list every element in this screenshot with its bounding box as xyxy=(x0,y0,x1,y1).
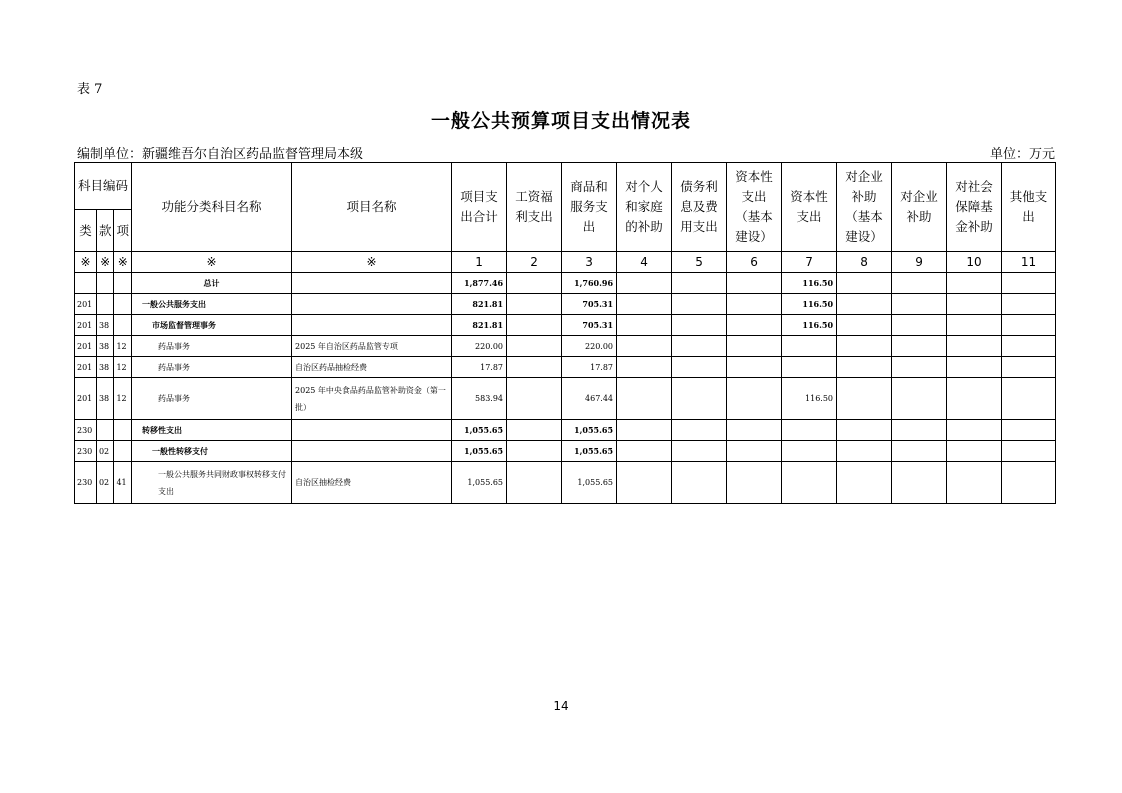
value-cell xyxy=(672,336,727,357)
index-cell: ※ xyxy=(75,252,97,273)
index-cell: 1 xyxy=(452,252,507,273)
value-cell xyxy=(837,357,892,378)
value-cell xyxy=(947,273,1002,294)
value-cell xyxy=(837,420,892,441)
func-name-header: 功能分类科目名称 xyxy=(132,163,292,252)
value-cell: 17.87 xyxy=(562,357,617,378)
col-header: 商品和服务支出 xyxy=(562,163,617,252)
code-xiang-cell xyxy=(114,273,132,294)
value-cell xyxy=(837,462,892,504)
project-name-cell: 自治区抽检经费 xyxy=(292,462,452,504)
value-cell xyxy=(947,420,1002,441)
table-row xyxy=(75,378,1056,420)
project-name-cell: 2025 年中央食品药品监管补助资金（第一批） xyxy=(292,378,452,420)
col-header: 工资福利支出 xyxy=(507,163,562,252)
value-cell xyxy=(1002,357,1056,378)
compiling-unit: 编制单位：新疆维吾尔自治区药品监督管理局本级 xyxy=(77,147,364,162)
value-cell: 116.50 xyxy=(782,378,837,420)
index-cell: 7 xyxy=(782,252,837,273)
code-lei-cell xyxy=(75,273,97,294)
col-header: 其他支出 xyxy=(1002,163,1056,252)
code-lei-cell: 201 xyxy=(75,378,97,420)
index-cell: ※ xyxy=(292,252,452,273)
col-header: 对个人和家庭的补助 xyxy=(617,163,672,252)
value-cell: 467.44 xyxy=(562,378,617,420)
value-cell xyxy=(947,336,1002,357)
code-kuan-cell: 38 xyxy=(96,315,114,336)
value-cell xyxy=(727,420,782,441)
value-cell xyxy=(837,294,892,315)
value-cell xyxy=(727,357,782,378)
value-cell: 1,055.65 xyxy=(452,420,507,441)
lei-header: 类 xyxy=(75,210,97,252)
value-cell xyxy=(727,273,782,294)
currency-unit: 单位：万元 xyxy=(990,147,1056,162)
func-name-cell: 一般公共服务支出 xyxy=(132,294,292,315)
value-cell xyxy=(727,315,782,336)
value-cell xyxy=(507,273,562,294)
code-xiang-cell: 12 xyxy=(114,336,132,357)
value-cell xyxy=(672,273,727,294)
value-cell xyxy=(672,315,727,336)
value-cell xyxy=(1002,420,1056,441)
index-cell: 11 xyxy=(1002,252,1056,273)
value-cell xyxy=(947,357,1002,378)
value-cell xyxy=(1002,441,1056,462)
value-cell xyxy=(617,294,672,315)
kuan-header: 款 xyxy=(96,210,114,252)
project-name-cell: 自治区药品抽检经费 xyxy=(292,357,452,378)
code-kuan-cell xyxy=(96,294,114,315)
value-cell xyxy=(947,441,1002,462)
func-name-cell: 一般公共服务共同财政事权转移支付支出 xyxy=(132,462,292,504)
func-name-cell: 总计 xyxy=(132,273,292,294)
code-kuan-cell: 38 xyxy=(96,336,114,357)
value-cell xyxy=(617,315,672,336)
value-cell xyxy=(782,336,837,357)
value-cell: 1,055.65 xyxy=(452,441,507,462)
document-title: 一般公共预算项目支出情况表 xyxy=(430,110,691,132)
value-cell: 116.50 xyxy=(782,315,837,336)
table-row xyxy=(75,273,1056,294)
index-cell: 10 xyxy=(947,252,1002,273)
value-cell xyxy=(837,378,892,420)
col-header: 项目支出合计 xyxy=(452,163,507,252)
index-cell: 2 xyxy=(507,252,562,273)
value-cell xyxy=(617,336,672,357)
code-xiang-cell xyxy=(114,294,132,315)
value-cell xyxy=(1002,294,1056,315)
project-name-cell: 2025 年自治区药品监管专项 xyxy=(292,336,452,357)
index-cell: 5 xyxy=(672,252,727,273)
project-name-cell xyxy=(292,441,452,462)
value-cell xyxy=(507,357,562,378)
code-kuan-cell: 38 xyxy=(96,378,114,420)
code-lei-cell: 201 xyxy=(75,315,97,336)
xiang-header: 项 xyxy=(114,210,132,252)
func-name-cell: 药品事务 xyxy=(132,378,292,420)
table-body xyxy=(75,273,1056,504)
value-cell: 583.94 xyxy=(452,378,507,420)
code-kuan-cell: 38 xyxy=(96,357,114,378)
value-cell: 1,055.65 xyxy=(562,441,617,462)
value-cell xyxy=(727,441,782,462)
value-cell xyxy=(727,378,782,420)
table-row xyxy=(75,357,1056,378)
index-row xyxy=(75,252,1056,273)
value-cell xyxy=(672,378,727,420)
code-group-header: 科目编码 xyxy=(75,163,132,210)
value-cell xyxy=(727,462,782,504)
col-header: 债务利息及费用支出 xyxy=(672,163,727,252)
value-cell xyxy=(892,462,947,504)
value-cell xyxy=(507,336,562,357)
func-name-cell: 转移性支出 xyxy=(132,420,292,441)
value-cell xyxy=(617,441,672,462)
code-lei-cell: 201 xyxy=(75,357,97,378)
value-cell: 1,055.65 xyxy=(562,462,617,504)
value-cell: 1,877.46 xyxy=(452,273,507,294)
value-cell xyxy=(1002,462,1056,504)
project-name-cell xyxy=(292,273,452,294)
code-kuan-cell: 02 xyxy=(96,441,114,462)
table-row xyxy=(75,294,1056,315)
index-cell: ※ xyxy=(114,252,132,273)
code-lei-cell: 201 xyxy=(75,336,97,357)
value-cell xyxy=(837,441,892,462)
index-cell: 9 xyxy=(892,252,947,273)
index-cell: 8 xyxy=(837,252,892,273)
value-cell: 1,055.65 xyxy=(562,420,617,441)
col-header: 对企业补助（基本建设） xyxy=(837,163,892,252)
value-cell xyxy=(892,441,947,462)
value-cell xyxy=(892,294,947,315)
value-cell xyxy=(507,462,562,504)
value-cell xyxy=(782,357,837,378)
value-cell xyxy=(782,441,837,462)
value-cell: 1,760.96 xyxy=(562,273,617,294)
index-cell: ※ xyxy=(132,252,292,273)
code-xiang-cell: 12 xyxy=(114,357,132,378)
header-row-top xyxy=(75,163,1056,210)
code-xiang-cell xyxy=(114,441,132,462)
code-kuan-cell: 02 xyxy=(96,462,114,504)
value-cell xyxy=(617,273,672,294)
value-cell xyxy=(507,441,562,462)
value-cell xyxy=(892,378,947,420)
value-cell xyxy=(507,294,562,315)
col-header: 对社会保障基金补助 xyxy=(947,163,1002,252)
project-name-cell xyxy=(292,420,452,441)
budget-table xyxy=(74,162,1056,504)
value-cell xyxy=(507,315,562,336)
table-label: 表 7 xyxy=(77,82,103,97)
code-lei-cell: 230 xyxy=(75,420,97,441)
value-cell xyxy=(672,357,727,378)
col-header: 资本性支出 xyxy=(782,163,837,252)
value-cell xyxy=(1002,315,1056,336)
value-cell: 220.00 xyxy=(452,336,507,357)
value-cell xyxy=(617,462,672,504)
value-cell xyxy=(947,378,1002,420)
value-cell xyxy=(892,336,947,357)
table-row xyxy=(75,336,1056,357)
func-name-cell: 一般性转移支付 xyxy=(132,441,292,462)
table-row xyxy=(75,462,1056,504)
code-lei-cell: 201 xyxy=(75,294,97,315)
value-cell: 705.31 xyxy=(562,294,617,315)
value-cell xyxy=(672,420,727,441)
value-cell xyxy=(837,315,892,336)
code-lei-cell: 230 xyxy=(75,462,97,504)
value-cell xyxy=(892,273,947,294)
value-cell: 821.81 xyxy=(452,294,507,315)
value-cell xyxy=(947,294,1002,315)
value-cell xyxy=(1002,378,1056,420)
project-name-cell xyxy=(292,294,452,315)
page-number: 14 xyxy=(553,699,569,713)
index-cell: 6 xyxy=(727,252,782,273)
code-xiang-cell xyxy=(114,315,132,336)
value-cell xyxy=(507,420,562,441)
value-cell xyxy=(1002,336,1056,357)
value-cell: 1,055.65 xyxy=(452,462,507,504)
func-name-cell: 药品事务 xyxy=(132,336,292,357)
index-cell: 4 xyxy=(617,252,672,273)
table-row xyxy=(75,315,1056,336)
value-cell xyxy=(892,420,947,441)
value-cell xyxy=(672,462,727,504)
code-lei-cell: 230 xyxy=(75,441,97,462)
code-xiang-cell xyxy=(114,420,132,441)
value-cell xyxy=(617,378,672,420)
table-row xyxy=(75,420,1056,441)
code-kuan-cell xyxy=(96,420,114,441)
value-cell xyxy=(727,294,782,315)
index-cell: 3 xyxy=(562,252,617,273)
value-cell xyxy=(782,420,837,441)
table-row xyxy=(75,441,1056,462)
project-name-cell xyxy=(292,315,452,336)
value-cell xyxy=(782,462,837,504)
code-xiang-cell: 41 xyxy=(114,462,132,504)
value-cell xyxy=(617,357,672,378)
value-cell xyxy=(892,315,947,336)
value-cell: 220.00 xyxy=(562,336,617,357)
func-name-cell: 药品事务 xyxy=(132,357,292,378)
value-cell: 17.87 xyxy=(452,357,507,378)
func-name-cell: 市场监督管理事务 xyxy=(132,315,292,336)
value-cell xyxy=(837,273,892,294)
value-cell xyxy=(892,357,947,378)
index-cell: ※ xyxy=(96,252,114,273)
value-cell xyxy=(837,336,892,357)
value-cell: 821.81 xyxy=(452,315,507,336)
value-cell xyxy=(672,294,727,315)
value-cell xyxy=(727,336,782,357)
value-cell: 116.50 xyxy=(782,273,837,294)
value-cell xyxy=(1002,273,1056,294)
value-cell xyxy=(947,462,1002,504)
value-cell xyxy=(672,441,727,462)
col-header: 对企业补助 xyxy=(892,163,947,252)
value-cell xyxy=(947,315,1002,336)
value-cell: 705.31 xyxy=(562,315,617,336)
project-name-header: 项目名称 xyxy=(292,163,452,252)
code-kuan-cell xyxy=(96,273,114,294)
value-cell: 116.50 xyxy=(782,294,837,315)
code-xiang-cell: 12 xyxy=(114,378,132,420)
value-cell xyxy=(617,420,672,441)
value-cell xyxy=(507,378,562,420)
col-header: 资本性支出（基本建设） xyxy=(727,163,782,252)
